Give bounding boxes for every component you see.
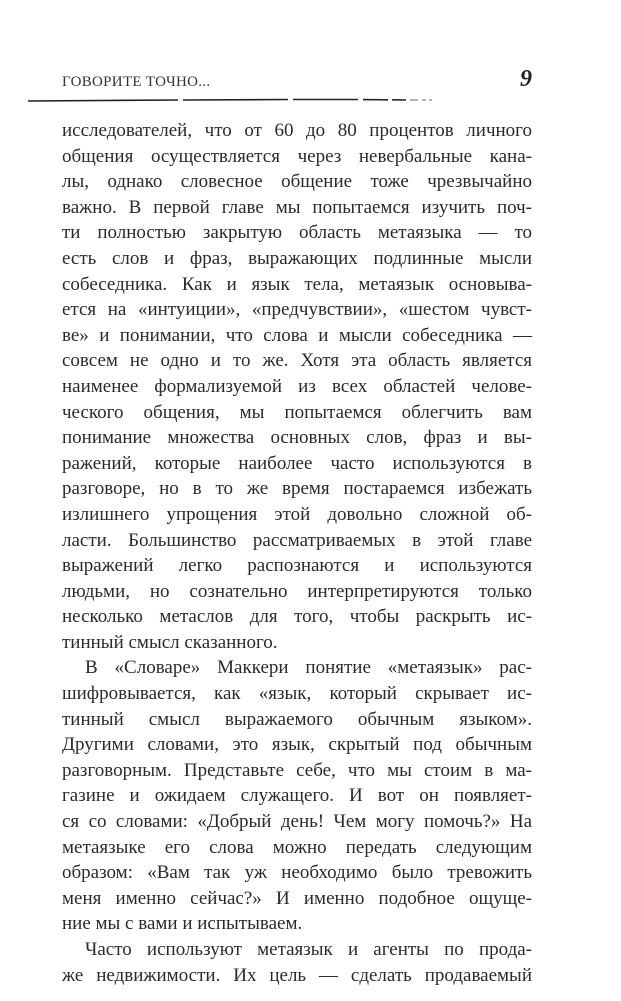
- text-line: ческого общения, мы попытаемся облегчить вам: [62, 401, 532, 423]
- body-text: [62, 118, 532, 988]
- text-line: выражений легко распознаются и используются: [62, 555, 532, 577]
- text-line: меня именно сейчас?» И именно подобное ощуще-: [62, 887, 532, 909]
- text-line: ласти. Большинство рассматриваемых в этой главе: [62, 529, 532, 551]
- text-line: несколько метаслов для того, чтобы раскрыть ис-: [62, 606, 532, 628]
- text-line: людьми, но сознательно интерпретируются только: [62, 580, 532, 602]
- text-line: Другими словами, это язык, скрытый под обычным: [62, 734, 532, 756]
- text-line: собеседника. Как и язык тела, метаязык основыва-: [62, 273, 532, 295]
- text-line: ве» и понимании, что слова и мысли собеседника —: [62, 324, 532, 346]
- text-line: Часто используют метаязык и агенты по прода-: [85, 939, 532, 960]
- text-line: понимание множества основных слов, фраз и вы-: [62, 427, 532, 449]
- text-line: совсем не одно и то же. Хотя эта область является: [62, 350, 532, 372]
- text-line: общения осуществляется через невербальные кана-: [62, 145, 532, 167]
- text-line: метаязыке его слова можно передать следующим: [62, 836, 532, 858]
- text-line: образом: «Вам так уж необходимо было тревожить: [62, 862, 532, 884]
- text-line: исследователей, что от 60 до 80 процентов личного: [62, 120, 532, 141]
- page-number: 9: [520, 66, 532, 92]
- text-line: же недвижимости. Их цель — сделать продаваемый: [62, 964, 532, 986]
- text-line: ние мы с вами и испытываем.: [62, 913, 303, 935]
- text-line: газине и ожидаем служащего. И вот он появляет-: [62, 785, 532, 807]
- text-line: наименее формализуемой из всех областей челове-: [62, 375, 532, 397]
- header-rule: [28, 98, 438, 102]
- text-line: излишнего упрощения этой довольно сложной об-: [62, 503, 532, 525]
- text-line: лы, однако словесное общение тоже чрезвычайно: [62, 171, 532, 193]
- running-header: [62, 66, 532, 96]
- running-title: ГОВОРИТЕ ТОЧНО...: [62, 74, 211, 90]
- text-line: ти полностью закрытую область метаязыка — то: [62, 222, 532, 244]
- text-line: В «Словаре» Маккери понятие «метаязык» рас-: [85, 657, 532, 679]
- text-line: ражений, которые наиболее часто используются в: [62, 452, 532, 474]
- text-line: шифровывается, как «язык, который скрывает ис-: [62, 683, 532, 705]
- text-line: ется на «интуиции», «предчувствии», «шестом чувст-: [62, 299, 532, 321]
- text-line: есть слов и фраз, выражающих подлинные мысли: [62, 247, 532, 269]
- text-line: важно. В первой главе мы попытаемся изучить поч-: [62, 196, 532, 218]
- text-line: разговоре, но в то же время постараемся избежать: [62, 478, 532, 500]
- text-line: разговорным. Представьте себе, что мы стоим в ма-: [62, 759, 532, 781]
- text-line: ся со словами: «Добрый день! Чем могу помочь?» На: [62, 811, 532, 833]
- text-line: тинный смысл выражаемого обычным языком».: [62, 708, 532, 730]
- text-line: тинный смысл сказанного.: [62, 631, 278, 653]
